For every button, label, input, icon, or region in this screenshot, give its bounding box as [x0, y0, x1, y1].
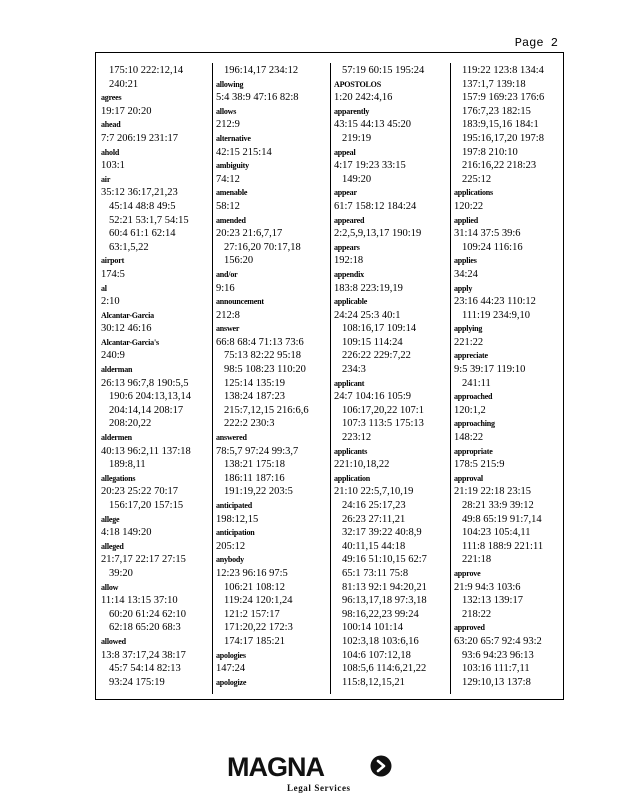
- page-line-reference: 45:14 48:8 49:5: [109, 200, 176, 212]
- index-term: anticipation: [216, 528, 255, 538]
- page-line-reference: 225:12: [462, 173, 492, 185]
- page-line-reference: 12:23 96:16 97:5: [216, 567, 288, 579]
- page-line-reference: 81:13 92:1 94:20,21: [342, 581, 427, 593]
- index-entry: [216, 649, 324, 676]
- index-entry: [454, 322, 562, 349]
- index-entry: [216, 295, 324, 322]
- index-term: Alcantar-Garcia: [101, 310, 154, 320]
- page-line-reference: 102:3,18 103:6,16: [342, 635, 419, 647]
- index-entry: [216, 322, 324, 431]
- page-line-reference: 111:19 234:9,10: [462, 309, 531, 321]
- index-term: aldermen: [101, 433, 132, 443]
- index-term: apologize: [216, 677, 247, 687]
- page-line-reference: 137:1,7 139:18: [462, 78, 526, 90]
- index-term: APOSTOLOS: [334, 79, 381, 89]
- page-line-reference: 115:8,12,15,21: [342, 676, 405, 688]
- index-entry: [334, 186, 444, 213]
- index-term: Alcantar-Garcia's: [101, 337, 159, 347]
- page-line-reference: 100:14 101:14: [342, 622, 403, 634]
- index-entry: [101, 91, 209, 118]
- index-entry: [216, 268, 324, 295]
- index-entry: [454, 390, 562, 417]
- index-entry: [101, 254, 209, 281]
- column-divider: [450, 63, 451, 694]
- page-line-reference: 125:14 135:19: [224, 377, 285, 389]
- index-entry: [216, 159, 324, 186]
- index-entry: [334, 268, 444, 295]
- index-entry: [216, 132, 324, 159]
- index-term: anticipated: [216, 501, 253, 510]
- index-term: appropriate: [454, 446, 493, 456]
- page-line-reference: 107:3 113:5 175:13: [342, 418, 424, 430]
- magna-logo: [227, 752, 397, 796]
- index-term: appeal: [334, 147, 356, 157]
- page-line-reference: 120:22: [454, 200, 484, 212]
- page-line-reference: 198:12,15: [216, 513, 259, 525]
- index-entry: [216, 105, 324, 132]
- index-entry: [216, 553, 324, 648]
- index-term: amenable: [216, 188, 248, 198]
- page-line-reference: 49:8 65:19 91:7,14: [462, 513, 542, 525]
- page-line-reference: 40:13 96:2,11 137:18: [101, 445, 191, 457]
- index-entry: [101, 363, 209, 431]
- index-entry: [101, 282, 209, 309]
- page-line-reference: 35:12 36:17,21,23: [101, 187, 178, 199]
- page-line-reference: 57:19 60:15 195:24: [342, 65, 425, 76]
- page-line-reference: 191:19,22 203:5: [224, 486, 293, 498]
- page-line-reference: 196:14,17 234:12: [224, 65, 299, 76]
- index-entry: [101, 118, 209, 145]
- index-term: al: [101, 283, 107, 293]
- index-term: alderman: [101, 365, 133, 375]
- page-line-reference: 222:2 230:3: [224, 418, 275, 430]
- index-entry: [454, 254, 562, 281]
- page-line-reference: 138:24 187:23: [224, 391, 285, 403]
- index-term: approved: [454, 623, 485, 633]
- page-line-reference: 78:5,7 97:24 99:3,7: [216, 445, 299, 457]
- page-line-reference: 19:17 20:20: [101, 105, 152, 117]
- index-term: appear: [334, 188, 357, 198]
- index-term: approached: [454, 392, 493, 402]
- page-line-reference: 11:14 13:15 37:10: [101, 595, 178, 607]
- page-line-reference: 106:17,20,22 107:1: [342, 404, 424, 416]
- index-term: allegations: [101, 473, 136, 483]
- index-entry: [101, 173, 209, 255]
- index-column-3: [334, 64, 444, 695]
- page-line-reference: 13:8 37:17,24 38:17: [101, 649, 186, 661]
- index-entry: [454, 349, 562, 390]
- column-divider: [212, 63, 213, 694]
- page-line-reference: 20:23 21:6,7,17: [216, 228, 283, 240]
- index-term: amended: [216, 215, 246, 225]
- arrow-circle-icon: [370, 755, 392, 777]
- index-entry: [334, 377, 444, 445]
- index-entry: [216, 499, 324, 526]
- page-line-reference: 234:3: [342, 364, 366, 376]
- page-line-reference: 39:20: [109, 567, 133, 579]
- index-entry: [101, 309, 209, 336]
- page-line-reference: 132:13 139:17: [462, 595, 523, 607]
- page-line-reference: 157:9 169:23 176:6: [462, 92, 545, 104]
- page-line-reference: 212:8: [216, 309, 240, 321]
- index-entry: [454, 282, 562, 323]
- index-entry: [334, 64, 444, 78]
- index-entry: [334, 445, 444, 472]
- page-line-reference: 147:24: [216, 663, 246, 675]
- page-line-reference: 174:5: [101, 268, 125, 280]
- page-line-reference: 240:9: [101, 350, 125, 362]
- index-entry: [216, 78, 324, 105]
- page-line-reference: 106:21 108:12: [224, 581, 285, 593]
- page-line-reference: 24:24 25:3 40:1: [334, 309, 401, 321]
- index-term: appeared: [334, 215, 365, 225]
- page-line-reference: 190:6 204:13,13,14: [109, 391, 191, 403]
- index-entry: [101, 472, 209, 513]
- page-line-reference: 60:20 61:24 62:10: [109, 608, 187, 620]
- page-line-reference: 23:16 44:23 110:12: [454, 296, 536, 308]
- page-line-reference: 21:7,17 22:17 27:15: [101, 554, 186, 566]
- index-term: allowing: [216, 79, 244, 89]
- page-line-reference: 31:14 37:5 39:6: [454, 228, 521, 240]
- page-line-reference: 21:9 94:3 103:6: [454, 581, 521, 593]
- page-line-reference: 96:13,17,18 97:3,18: [342, 595, 427, 607]
- page-line-reference: 30:12 46:16: [101, 323, 152, 335]
- page-line-reference: 221:22: [454, 336, 484, 348]
- index-entry: [334, 78, 444, 105]
- page-line-reference: 148:22: [454, 432, 484, 444]
- page-line-reference: 189:8,11: [109, 459, 146, 471]
- page-line-reference: 58:12: [216, 200, 240, 212]
- page-line-reference: 149:20: [342, 173, 372, 185]
- page-line-reference: 221:18: [462, 554, 492, 566]
- page-line-reference: 66:8 68:4 71:13 73:6: [216, 336, 304, 348]
- index-term: announcement: [216, 297, 264, 307]
- page-line-reference: 109:24 116:16: [462, 241, 523, 253]
- page-line-reference: 1:20 242:4,16: [334, 92, 393, 104]
- page-line-reference: 108:5,6 114:6,21,22: [342, 663, 427, 675]
- page-line-reference: 212:9: [216, 119, 240, 131]
- index-entry: [334, 214, 444, 241]
- index-term: ahead: [101, 120, 121, 130]
- page-line-reference: 21:10 22:5,7,10,19: [334, 486, 414, 498]
- page-line-reference: 215:7,12,15 216:6,6: [224, 404, 309, 416]
- index-term: answer: [216, 324, 240, 334]
- page-line-reference: 175:10 222:12,14: [109, 65, 184, 76]
- page-line-reference: 186:11 187:16: [224, 472, 285, 484]
- index-entry: [101, 64, 209, 91]
- index-term: applies: [454, 256, 477, 266]
- index-entry: [216, 186, 324, 213]
- page-line-reference: 93:6 94:23 96:13: [462, 649, 534, 661]
- page-line-reference: 156:20: [224, 255, 254, 267]
- index-entry: [454, 186, 562, 213]
- page-line-reference: 45:7 54:14 82:13: [109, 663, 181, 675]
- index-entry: [334, 241, 444, 268]
- page-line-reference: 103:16 111:7,11: [462, 663, 530, 675]
- page-line-reference: 197:8 210:10: [462, 146, 518, 158]
- index-term: applicable: [334, 297, 368, 307]
- page-line-reference: 20:23 25:22 70:17: [101, 486, 179, 498]
- page-line-reference: 108:16,17 109:14: [342, 323, 417, 335]
- page-line-reference: 176:7,23 182:15: [462, 105, 531, 117]
- index-entry: [101, 581, 209, 635]
- index-entry: [454, 472, 562, 567]
- page-line-reference: 24:7 104:16 105:9: [334, 391, 412, 403]
- index-entry: [216, 64, 324, 78]
- index-term: airport: [101, 256, 125, 266]
- index-entry: [101, 336, 209, 363]
- column-divider: [330, 63, 331, 694]
- page-line-reference: 2:2,5,9,13,17 190:19: [334, 228, 422, 240]
- logo-wordmark: MAGNA: [227, 752, 324, 782]
- index-entry: [101, 146, 209, 173]
- page-line-reference: 221:10,18,22: [334, 459, 390, 471]
- page-line-reference: 240:21: [109, 78, 139, 90]
- page-line-reference: 104:6 107:12,18: [342, 649, 411, 661]
- page-number: Page 2: [514, 36, 558, 50]
- page-line-reference: 192:18: [334, 255, 364, 267]
- index-entry: [334, 105, 444, 146]
- index-entry: [334, 472, 444, 690]
- page-line-reference: 34:24: [454, 268, 478, 280]
- index-term: application: [334, 473, 371, 483]
- page-line-reference: 63:1,5,22: [109, 241, 149, 253]
- index-term: apologies: [216, 650, 246, 660]
- index-term: appreciate: [454, 351, 488, 361]
- page-line-reference: 62:18 65:20 68:3: [109, 622, 181, 634]
- page-line-reference: 119:22 123:8 134:4: [462, 65, 544, 76]
- page-line-reference: 219:19: [342, 132, 372, 144]
- index-entry: [101, 540, 209, 581]
- index-entry: [334, 295, 444, 377]
- index-entry: [101, 513, 209, 540]
- index-entry: [101, 431, 209, 472]
- page-line-reference: 218:22: [462, 608, 492, 620]
- page-line-reference: 138:21 175:18: [224, 459, 285, 471]
- index-entry: [454, 64, 562, 186]
- page-line-reference: 171:20,22 172:3: [224, 622, 293, 634]
- index-term: appears: [334, 242, 360, 252]
- page-line-reference: 103:1: [101, 160, 125, 172]
- page-line-reference: 216:16,22 218:23: [462, 160, 537, 172]
- page-line-reference: 5:4 38:9 47:16 82:8: [216, 92, 299, 104]
- page-line-reference: 156:17,20 157:15: [109, 500, 184, 511]
- index-entry: [334, 146, 444, 187]
- page-line-reference: 28:21 33:9 39:12: [462, 500, 534, 511]
- page-line-reference: 226:22 229:7,22: [342, 350, 411, 362]
- page-line-reference: 178:5 215:9: [454, 459, 505, 471]
- page-line-reference: 195:16,17,20 197:8: [462, 132, 544, 144]
- index-term: allege: [101, 514, 120, 524]
- page-line-reference: 119:24 120:1,24: [224, 595, 293, 607]
- page-line-reference: 7:7 206:19 231:17: [101, 132, 179, 144]
- index-entry: [101, 635, 209, 689]
- index-entry: [454, 621, 562, 689]
- index-entry: [454, 417, 562, 444]
- page-line-reference: 223:12: [342, 432, 372, 444]
- index-entry: [454, 445, 562, 472]
- index-term: approval: [454, 473, 483, 483]
- page-line-reference: 205:12: [216, 540, 246, 552]
- index-term: ambiguity: [216, 161, 249, 171]
- page-line-reference: 65:1 73:11 75:8: [342, 567, 409, 579]
- word-index-box: [95, 52, 564, 700]
- index-column-1: [101, 64, 209, 695]
- page-line-reference: 98:5 108:23 110:20: [224, 364, 306, 376]
- page-line-reference: 104:23 105:4,11: [462, 527, 531, 539]
- page-line-reference: 121:2 157:17: [224, 608, 280, 620]
- page-line-reference: 61:7 158:12 184:24: [334, 200, 417, 212]
- index-column-4: [454, 64, 562, 695]
- index-term: anybody: [216, 555, 244, 565]
- index-entry: [454, 567, 562, 621]
- page-line-reference: 111:8 188:9 221:11: [462, 540, 544, 552]
- page-line-reference: 204:14,14 208:17: [109, 404, 184, 416]
- index-entry: [216, 676, 324, 690]
- index-term: applicant: [334, 378, 365, 388]
- index-term: applicants: [334, 446, 368, 456]
- page-line-reference: 74:12: [216, 173, 240, 185]
- index-term: air: [101, 174, 111, 184]
- page-line-reference: 42:15 215:14: [216, 146, 272, 158]
- page-line-reference: 183:8 223:19,19: [334, 282, 403, 294]
- page-line-reference: 43:15 44:13 45:20: [334, 119, 412, 131]
- index-term: allow: [101, 582, 119, 592]
- page-line-reference: 174:17 185:21: [224, 635, 285, 647]
- page-line-reference: 120:1,2: [454, 404, 486, 416]
- index-term: approve: [454, 568, 481, 578]
- page-line-reference: 52:21 53:1,7 54:15: [109, 214, 189, 226]
- index-term: and/or: [216, 269, 238, 279]
- index-entry: [216, 431, 324, 499]
- page-line-reference: 98:16,22,23 99:24: [342, 608, 419, 620]
- index-entry: [454, 214, 562, 255]
- index-term: allowed: [101, 636, 126, 646]
- index-entry: [216, 214, 324, 268]
- page-line-reference: 2:10: [101, 296, 120, 308]
- index-term: alternative: [216, 133, 251, 143]
- page-line-reference: 4:18 149:20: [101, 527, 152, 539]
- page-line-reference: 183:9,15,16 184:1: [462, 119, 539, 131]
- index-column-2: [216, 64, 324, 695]
- index-term: apparently: [334, 106, 370, 116]
- index-term: applied: [454, 215, 478, 225]
- logo-subtext: Legal Services: [287, 783, 351, 793]
- page-line-reference: 40:11,15 44:18: [342, 540, 406, 552]
- page-line-reference: 9:16: [216, 282, 235, 294]
- page-line-reference: 27:16,20 70:17,18: [224, 241, 301, 253]
- page-line-reference: 93:24 175:19: [109, 676, 165, 688]
- page-line-reference: 109:15 114:24: [342, 336, 403, 348]
- page-line-reference: 208:20,22: [109, 418, 152, 430]
- index-term: appendix: [334, 269, 364, 279]
- index-term: apply: [454, 283, 473, 293]
- index-term: approaching: [454, 419, 495, 429]
- index-term: applying: [454, 324, 483, 334]
- page-line-reference: 26:13 96:7,8 190:5,5: [101, 377, 189, 389]
- index-term: alleged: [101, 541, 124, 551]
- page-line-reference: 4:17 19:23 33:15: [334, 160, 406, 172]
- index-entry: [216, 526, 324, 553]
- page-line-reference: 63:20 65:7 92:4 93:2: [454, 635, 542, 647]
- page-line-reference: 9:5 39:17 119:10: [454, 364, 526, 376]
- index-term: allows: [216, 106, 237, 116]
- index-term: agrees: [101, 93, 122, 103]
- page-line-reference: 60:4 61:1 62:14: [109, 228, 176, 240]
- index-term: applications: [454, 188, 493, 198]
- page-line-reference: 21:19 22:18 23:15: [454, 486, 532, 498]
- page-line-reference: 26:23 27:11,21: [342, 513, 406, 525]
- page-line-reference: 241:11: [462, 377, 491, 389]
- index-term: ahold: [101, 147, 120, 157]
- page-line-reference: 75:13 82:22 95:18: [224, 350, 302, 362]
- page-line-reference: 49:16 51:10,15 62:7: [342, 554, 427, 566]
- page-line-reference: 129:10,13 137:8: [462, 676, 531, 688]
- page-line-reference: 32:17 39:22 40:8,9: [342, 527, 422, 539]
- page-line-reference: 24:16 25:17,23: [342, 500, 406, 511]
- index-term: answered: [216, 433, 247, 443]
